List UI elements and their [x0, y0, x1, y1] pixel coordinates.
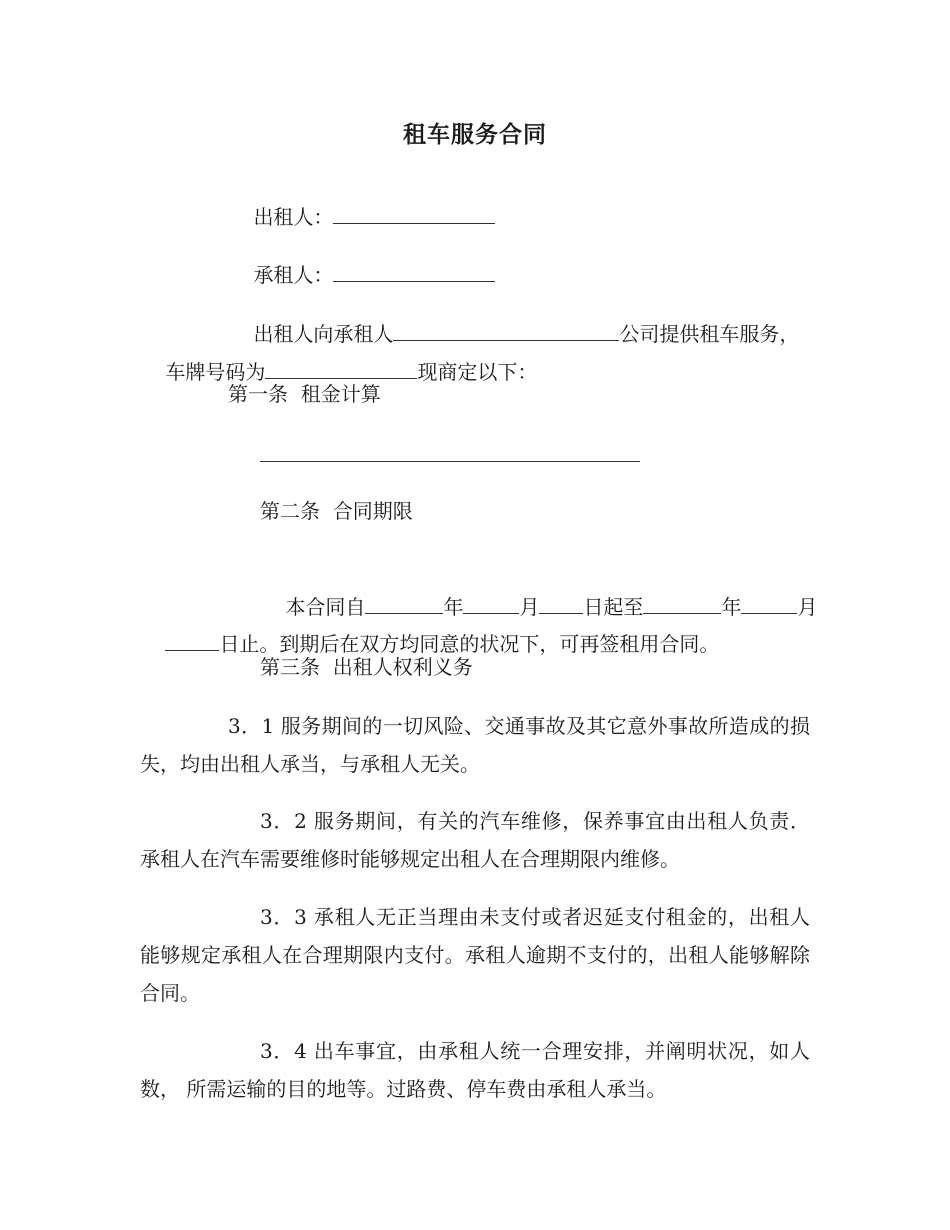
clause-3-2: 3．2 服务期间，有关的汽车维修，保养事宜由出租人负责．承租人在汽车需要维修时能够规定出租人在合理期限内维修。 — [140, 809, 810, 871]
end-month-blank[interactable] — [741, 591, 797, 614]
intro-text-3: 车牌号码为 — [165, 360, 266, 384]
lessee-blank[interactable] — [333, 259, 495, 282]
rent-calculation-blank[interactable] — [260, 461, 640, 462]
lessee-label: 承租人： — [253, 263, 334, 287]
term-month-label-1: 月 — [519, 595, 540, 619]
term-text-end: 日止。到期后在双方均同意的状况下，可再签租用合同。 — [219, 632, 720, 656]
clause-3-3: 3．3 承租人无正当理由未支付或者迟延支付租金的，出租人能够规定承租人在合理期限内支付。承租人逾期不支付的，出租人能够解除合同。 — [140, 905, 810, 1005]
term-text-from: 本合同自 — [285, 595, 366, 619]
intro-text-4: 现商定以下： — [417, 360, 538, 384]
lessor-label: 出租人： — [253, 205, 334, 229]
term-text-to: 日起至 — [583, 595, 644, 619]
document-title: 租车服务合同 — [403, 121, 547, 148]
article-1-heading: 第一条 租金计算 — [228, 382, 381, 406]
intro-text-1: 出租人向承租人 — [253, 322, 394, 346]
clause-3-1: 3．1 服务期间的一切风险、交通事故及其它意外事故所造成的损失，均由出租人承当，与承租人无关。 — [140, 714, 810, 776]
end-day-blank[interactable] — [165, 628, 219, 651]
clause-3-4: 3．4 出车事宜，由承租人统一合理安排，并阐明状况，如人数， 所需运输的目的地等。过路费、停车费由承租人承当。 — [140, 1039, 810, 1101]
term-year-label-1: 年 — [443, 595, 464, 619]
term-month-label-2: 月 — [797, 595, 818, 619]
intro-text-2: 公司提供租车服务， — [619, 322, 800, 346]
article-2-heading: 第二条 合同期限 — [260, 499, 413, 523]
article-3-heading: 第三条 出租人权利义务 — [260, 655, 473, 679]
term-year-label-2: 年 — [721, 595, 742, 619]
